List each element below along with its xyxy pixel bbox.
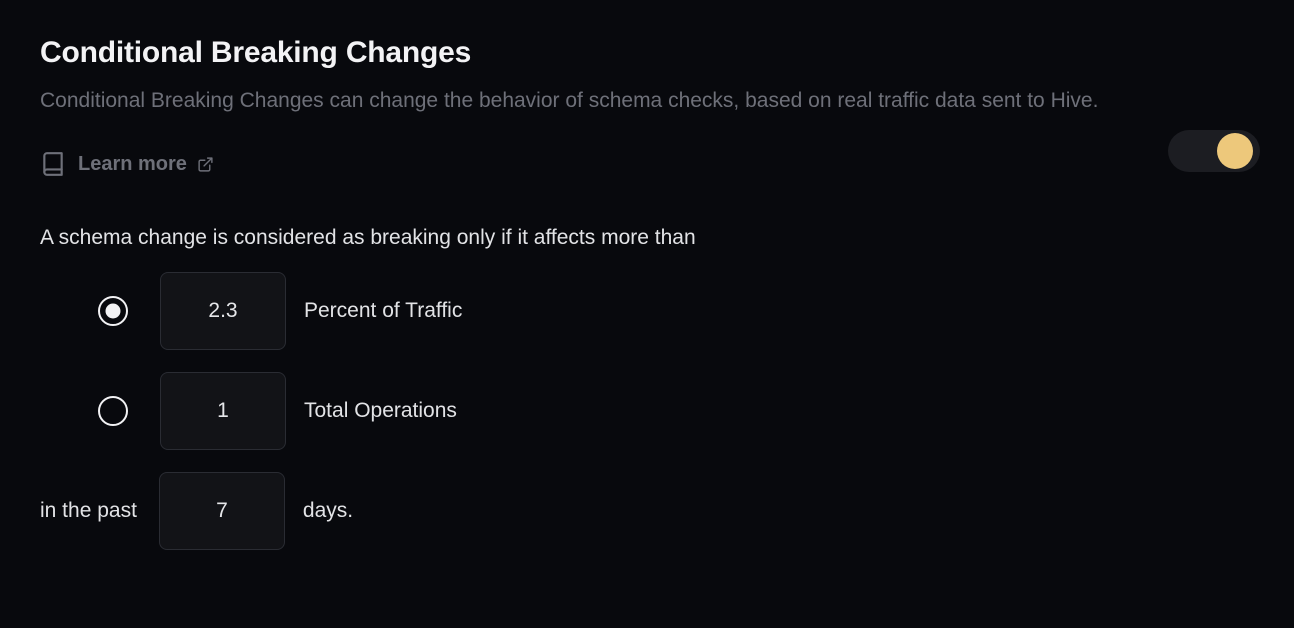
book-icon — [40, 151, 66, 177]
learn-more-link[interactable]: Learn more — [78, 152, 187, 175]
retention-suffix-label: days. — [302, 499, 354, 523]
external-link-icon[interactable] — [197, 156, 214, 173]
total-operations-input[interactable] — [160, 372, 286, 450]
percent-of-traffic-input[interactable] — [160, 272, 286, 350]
percent-of-traffic-label: Percent of Traffic — [304, 299, 463, 323]
option-row-percent-of-traffic — [40, 272, 1254, 350]
breaking-change-statement: A schema change is considered as breaking only if it affects more than — [40, 226, 696, 249]
retention-period-row — [40, 472, 1254, 550]
retention-prefix-label: in the past — [40, 499, 137, 523]
radio-total-operations[interactable] — [98, 396, 128, 426]
conditional-breaking-changes-toggle[interactable] — [1168, 130, 1260, 172]
toggle-knob — [1217, 133, 1253, 169]
learn-more-row — [40, 151, 1254, 177]
option-row-total-operations — [40, 372, 1254, 450]
radio-percent-of-traffic[interactable] — [98, 296, 128, 326]
panel-description: Conditional Breaking Changes can change the behavior of schema checks, based on real traffic data sent to Hive. — [40, 89, 1099, 112]
retention-days-input[interactable] — [159, 472, 285, 550]
total-operations-label: Total Operations — [304, 399, 457, 423]
page-title: Conditional Breaking Changes — [40, 36, 472, 69]
